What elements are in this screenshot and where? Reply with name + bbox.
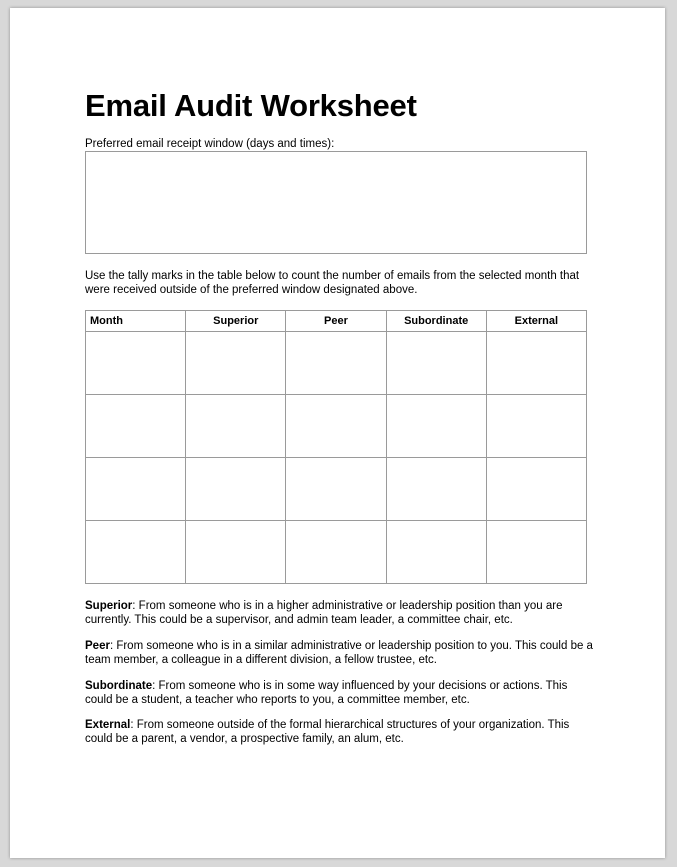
table-row bbox=[86, 521, 587, 584]
cell-superior[interactable] bbox=[186, 332, 286, 395]
cell-external[interactable] bbox=[486, 458, 586, 521]
definition-text: : From someone outside of the formal hierarchical structures of your organization. This could be a parent, a vendor, a prospective family, an alum, etc. bbox=[85, 719, 570, 745]
cell-month[interactable] bbox=[86, 332, 186, 395]
table-header-row bbox=[86, 311, 587, 332]
cell-external[interactable] bbox=[486, 395, 586, 458]
table-row bbox=[86, 332, 587, 395]
header-peer: Peer bbox=[286, 311, 386, 332]
cell-subordinate[interactable] bbox=[386, 332, 486, 395]
definition-term: External bbox=[85, 719, 131, 731]
cell-superior[interactable] bbox=[186, 458, 286, 521]
cell-superior[interactable] bbox=[186, 521, 286, 584]
receipt-window-label: Preferred email receipt window (days and times): bbox=[85, 138, 335, 150]
definition-term: Subordinate bbox=[85, 680, 153, 692]
definition-external bbox=[85, 719, 595, 746]
worksheet-page bbox=[10, 8, 665, 858]
definition-text: : From someone who is in some way influenced by your decisions or actions. This could be a student, a teacher who reports to you, a committee member, etc. bbox=[85, 680, 568, 706]
tally-table bbox=[85, 310, 587, 584]
definition-peer bbox=[85, 640, 595, 667]
cell-external[interactable] bbox=[486, 521, 586, 584]
cell-peer[interactable] bbox=[286, 521, 386, 584]
header-external: External bbox=[486, 311, 586, 332]
table-row bbox=[86, 458, 587, 521]
cell-external[interactable] bbox=[486, 332, 586, 395]
definition-term: Superior bbox=[85, 600, 133, 612]
header-superior: Superior bbox=[186, 311, 286, 332]
header-month: Month bbox=[86, 311, 186, 332]
cell-subordinate[interactable] bbox=[386, 395, 486, 458]
definition-term: Peer bbox=[85, 640, 110, 652]
page-title: Email Audit Worksheet bbox=[85, 88, 417, 123]
cell-month[interactable] bbox=[86, 521, 186, 584]
instructions-text: Use the tally marks in the table below to count the number of emails from the selected month that were received outside of the preferred window designated above. bbox=[85, 270, 580, 296]
definition-text: : From someone who is in a higher administrative or leadership position than you are currently. This could be a supervisor, and admin team leader, a committee chair, etc. bbox=[85, 600, 563, 626]
definition-text: : From someone who is in a similar administrative or leadership position to you. This could be a team member, a colleague in a different division, a fellow trustee, etc. bbox=[85, 640, 593, 666]
cell-month[interactable] bbox=[86, 395, 186, 458]
receipt-window-field[interactable] bbox=[85, 151, 587, 254]
cell-peer[interactable] bbox=[286, 395, 386, 458]
cell-superior[interactable] bbox=[186, 395, 286, 458]
definition-subordinate bbox=[85, 680, 595, 707]
cell-month[interactable] bbox=[86, 458, 186, 521]
cell-subordinate[interactable] bbox=[386, 458, 486, 521]
cell-peer[interactable] bbox=[286, 332, 386, 395]
table-row bbox=[86, 395, 587, 458]
cell-peer[interactable] bbox=[286, 458, 386, 521]
header-subordinate: Subordinate bbox=[386, 311, 486, 332]
cell-subordinate[interactable] bbox=[386, 521, 486, 584]
definition-superior bbox=[85, 600, 595, 627]
